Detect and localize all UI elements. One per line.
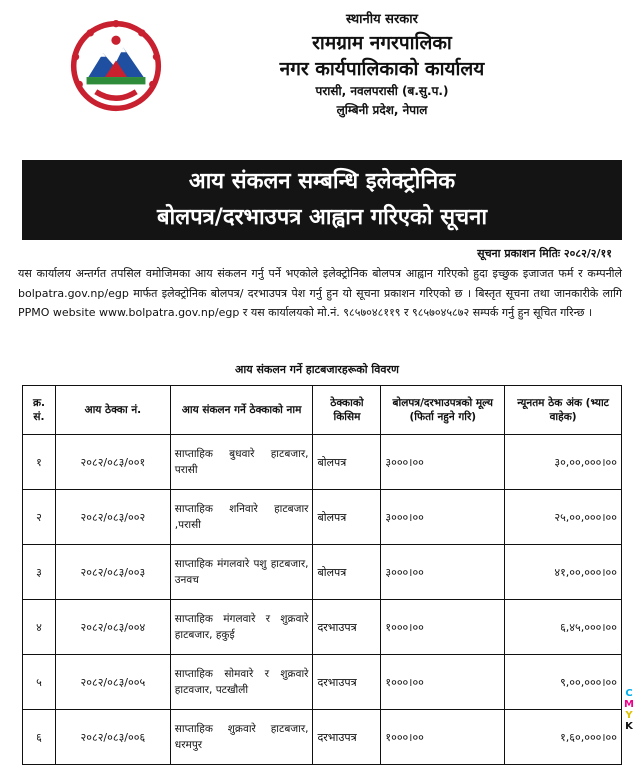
bid-table bbox=[22, 385, 622, 765]
header-type: ठेक्काको किसिम bbox=[313, 386, 381, 435]
notice-body: यस कार्यालय अन्तर्गत तपसिल वमोजिमका आय संकलन गर्नु पर्ने भएकोले इलेक्ट्रोनिक बोलपत्र आह्वान गरिएको हुदा इच्छुक इजाजत फर्म र कम्पनीले bolpatra.gov.np/egp मार्फत इलेक्ट्रोनिक बोलपत्र/ दरभाउपत्र पेश गर्नु हुन यो सूचना प्रकाशन गरिएको छ । बिस्तृत सूचना तथा जानकारीके लागि PPMO website www.bolpatra.gov.np/egp र यस कार्यालयको मो.नं. ९८५७०४८११९ र ९८५७०४५८७२ सम्पर्क गर्नु हुन सूचित गरिन्छ । bbox=[18, 267, 622, 319]
cmyk-y: Y bbox=[625, 710, 633, 721]
cell-sn: २ bbox=[23, 490, 56, 545]
cell-name: साप्ताहिक मंगलवारे पशु हाटबजार, उनवच bbox=[170, 545, 313, 600]
table-row bbox=[23, 710, 622, 765]
cell-contract-no: २०८२/०८३/००२ bbox=[55, 490, 170, 545]
cell-min-amount: ९,००,०००।०० bbox=[505, 655, 622, 710]
header-name: आय संकलन गर्ने ठेक्काको नाम bbox=[170, 386, 313, 435]
cell-type: बोलपत्र bbox=[313, 435, 381, 490]
notice-banner bbox=[22, 160, 622, 240]
cell-min-amount: २५,००,०००।०० bbox=[505, 490, 622, 545]
cell-sn: ४ bbox=[23, 600, 56, 655]
cell-min-amount: ४१,००,०००।०० bbox=[505, 545, 622, 600]
header-price: बोलपत्र/दरभाउपत्रको मूल्य (फिर्ता नहुने गरि) bbox=[381, 386, 505, 435]
cell-contract-no: २०८२/०८३/००१ bbox=[55, 435, 170, 490]
cell-contract-no: २०८२/०८३/००६ bbox=[55, 710, 170, 765]
office-name: नगर कार्यपालिकाको कार्यालय bbox=[279, 58, 485, 80]
cell-type: दरभाउपत्र bbox=[313, 600, 381, 655]
cell-name: साप्ताहिक शुक्रवारे हाटबजार, धरमपुर bbox=[170, 710, 313, 765]
banner-line-1: आय संकलन सम्बन्धि इलेक्ट्रोनिक bbox=[188, 169, 456, 194]
cell-price: ३०००।०० bbox=[381, 435, 505, 490]
cell-name: साप्ताहिक मंगलवारे र शुक्रवारे हाटबजार, हकुई bbox=[170, 600, 313, 655]
table-row bbox=[23, 545, 622, 600]
cell-price: ३०००।०० bbox=[381, 545, 505, 600]
table-title: आय संकलन गर्ने हाटबजारहरूको विवरण bbox=[235, 363, 399, 376]
cell-min-amount: ६,४५,०००।०० bbox=[505, 600, 622, 655]
cell-name: साप्ताहिक शनिवारे हाटबजार ,परासी bbox=[170, 490, 313, 545]
cell-type: बोलपत्र bbox=[313, 490, 381, 545]
cell-price: ३०००।०० bbox=[381, 490, 505, 545]
government-label: स्थानीय सरकार bbox=[346, 12, 418, 27]
cmyk-k: K bbox=[625, 721, 633, 732]
cell-name: साप्ताहिक सोमवारे र शुक्रवारे हाटवजार, पटखौली bbox=[170, 655, 313, 710]
cell-sn: ३ bbox=[23, 545, 56, 600]
cell-contract-no: २०८२/०८३/००३ bbox=[55, 545, 170, 600]
banner-line-2: बोलपत्र/दरभाउपत्र आह्वान गरिएको सूचना bbox=[156, 205, 488, 230]
cell-sn: ६ bbox=[23, 710, 56, 765]
cell-price: १०००।०० bbox=[381, 600, 505, 655]
header-contract-no: आय ठेक्का नं. bbox=[55, 386, 170, 435]
header-sn: क्र. सं. bbox=[23, 386, 56, 435]
publication-date: सूचना प्रकाशन मितिः २०८२/२/११ bbox=[477, 247, 612, 260]
cell-type: दरभाउपत्र bbox=[313, 710, 381, 765]
cell-contract-no: २०८२/०८३/००५ bbox=[55, 655, 170, 710]
notice-page bbox=[8, 0, 626, 767]
cell-contract-no: २०८२/०८३/००४ bbox=[55, 600, 170, 655]
municipality-name: रामग्राम नगरपालिका bbox=[312, 32, 452, 54]
cell-sn: ५ bbox=[23, 655, 56, 710]
cell-sn: १ bbox=[23, 435, 56, 490]
table-row bbox=[23, 655, 622, 710]
cmyk-m: M bbox=[624, 699, 634, 710]
cmyk-print-marks bbox=[624, 688, 634, 732]
cell-min-amount: १,६०,०००।०० bbox=[505, 710, 622, 765]
cell-type: बोलपत्र bbox=[313, 545, 381, 600]
nepal-emblem-icon bbox=[70, 20, 162, 112]
header bbox=[8, 0, 626, 160]
cell-price: १०००।०० bbox=[381, 655, 505, 710]
cmyk-c: C bbox=[625, 688, 633, 699]
table-row bbox=[23, 490, 622, 545]
cell-min-amount: ३०,००,०००।०० bbox=[505, 435, 622, 490]
cell-name: साप्ताहिक बुधवारे हाटबजार, परासी bbox=[170, 435, 313, 490]
province: लुम्बिनी प्रदेश, नेपाल bbox=[336, 103, 428, 117]
header-min-amount: न्यूनतम ठेक अंक (भ्याट वाहेक) bbox=[505, 386, 622, 435]
cell-price: १०००।०० bbox=[381, 710, 505, 765]
table-row bbox=[23, 600, 622, 655]
table-header-row bbox=[23, 386, 622, 435]
address: परासी, नवलपरासी (ब.सु.प.) bbox=[315, 84, 449, 98]
cell-type: दरभाउपत्र bbox=[313, 655, 381, 710]
table-row bbox=[23, 435, 622, 490]
